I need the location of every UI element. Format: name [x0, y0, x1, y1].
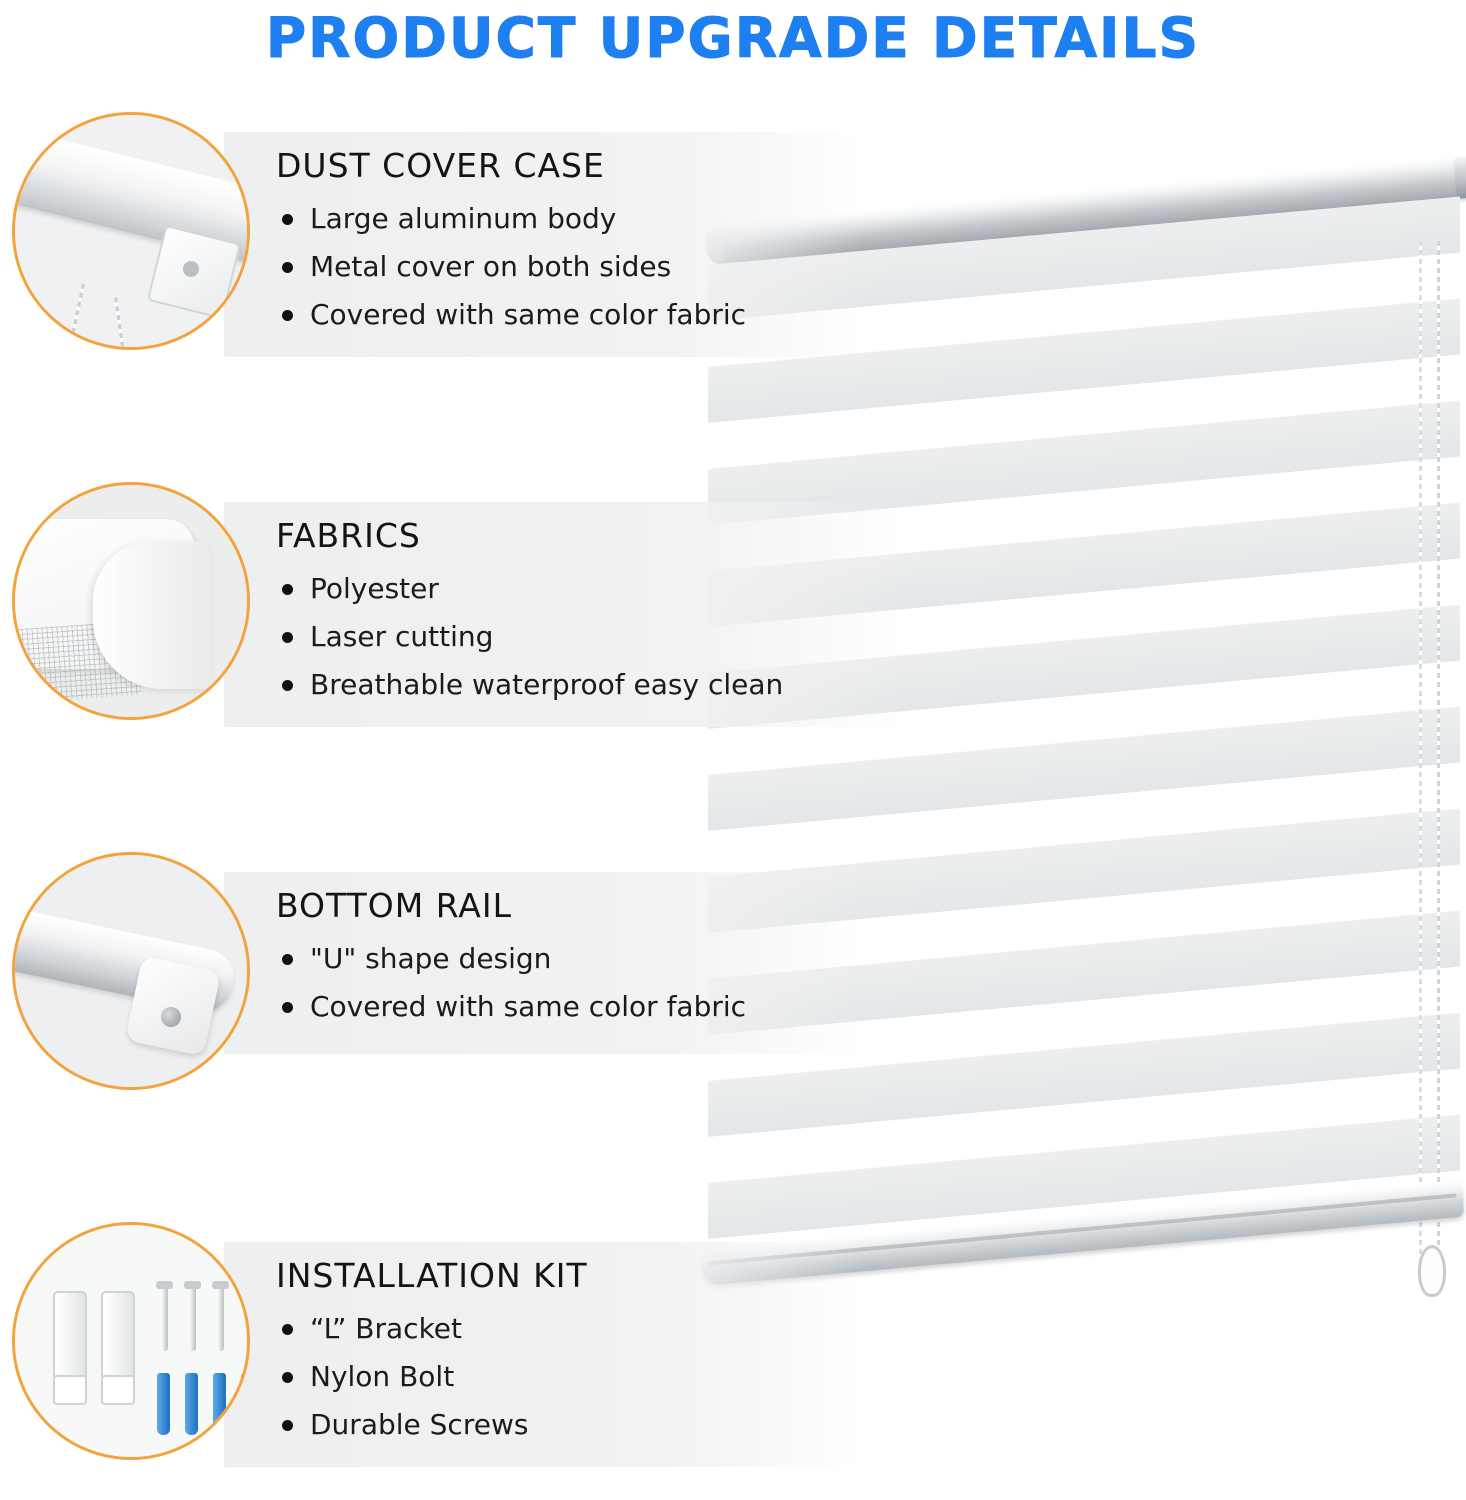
- product-image: [690, 195, 1466, 1355]
- feature-dust-cover-case: [12, 112, 862, 357]
- list-item: Polyester: [276, 565, 876, 613]
- list-item: Metal cover on both sides: [276, 243, 836, 291]
- bottom-rail-thumbnail: [12, 852, 250, 1090]
- list-item: Breathable waterproof easy clean: [276, 661, 876, 709]
- zebra-fabric-part: [708, 197, 1460, 1295]
- list-item: Nylon Bolt: [276, 1353, 836, 1401]
- list-item: "U" shape design: [276, 935, 836, 983]
- feature-title: INSTALLATION KIT: [276, 1256, 588, 1295]
- bead-chain-secondary[interactable]: [1419, 241, 1422, 1261]
- dust-cover-case-panel: [224, 132, 862, 357]
- feature-bullet-list: [276, 935, 836, 1031]
- feature-bullet-list: [276, 565, 876, 709]
- chain-weight: [1418, 1245, 1446, 1297]
- feature-fabrics: [12, 482, 902, 727]
- list-item: Laser cutting: [276, 613, 876, 661]
- installation-kit-thumbnail: [12, 1222, 250, 1460]
- feature-bottom-rail: [12, 852, 862, 1090]
- list-item: Durable Screws: [276, 1401, 836, 1449]
- feature-bullet-list: [276, 1305, 836, 1449]
- installation-kit-panel: [224, 1242, 862, 1467]
- dust-cover-case-thumbnail: [12, 112, 250, 350]
- feature-bullet-list: [276, 195, 836, 339]
- feature-title: DUST COVER CASE: [276, 146, 605, 185]
- fabrics-thumbnail: [12, 482, 250, 720]
- feature-installation-kit: [12, 1222, 862, 1467]
- list-item: Covered with same color fabric: [276, 291, 836, 339]
- bead-chain[interactable]: [1437, 241, 1440, 1281]
- list-item: Large aluminum body: [276, 195, 836, 243]
- list-item: Covered with same color fabric: [276, 983, 836, 1031]
- headrail-right-endcap: [1453, 155, 1466, 199]
- bottom-rail-panel: [224, 872, 862, 1054]
- list-item: “L” Bracket: [276, 1305, 836, 1353]
- feature-title: FABRICS: [276, 516, 421, 555]
- fabrics-panel: [224, 502, 902, 727]
- page-title: PRODUCT UPGRADE DETAILS: [265, 6, 1201, 70]
- feature-title: BOTTOM RAIL: [276, 886, 512, 925]
